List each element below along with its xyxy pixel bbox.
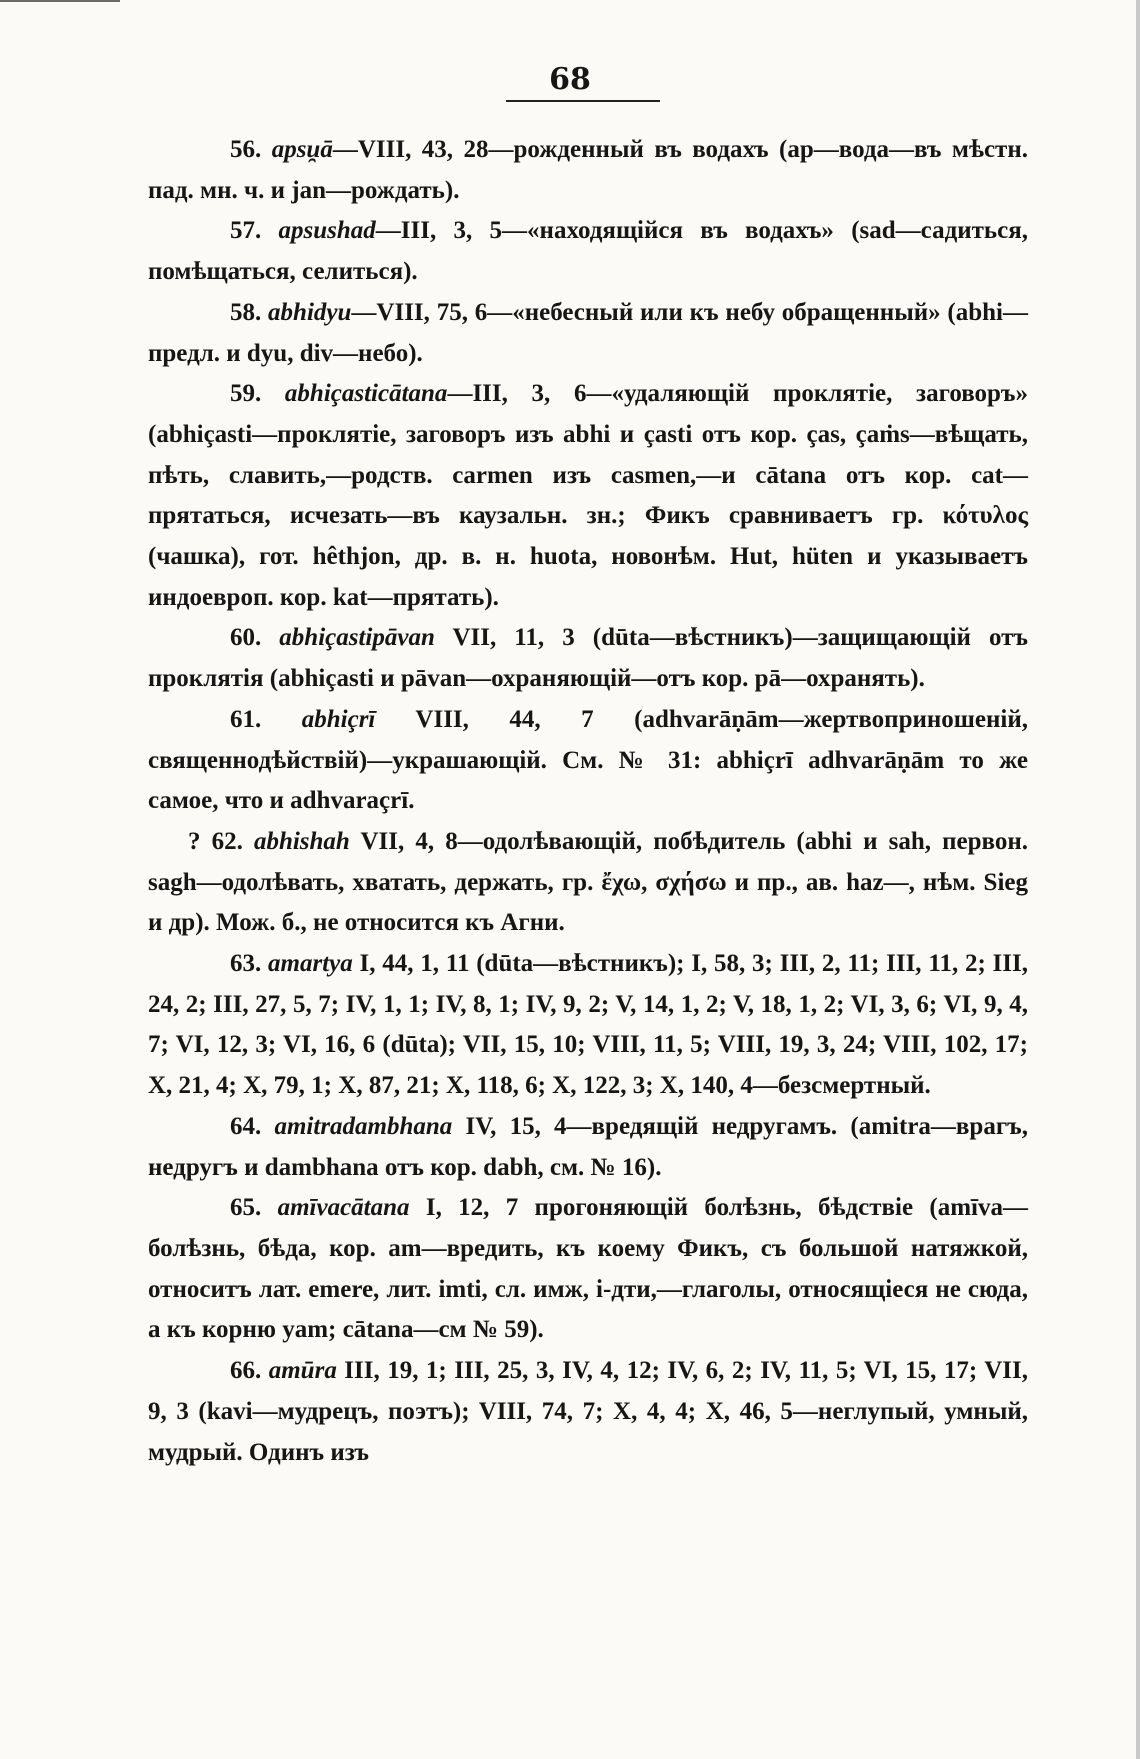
entry-57: [148, 211, 1028, 292]
entry-number: 64.: [230, 1112, 275, 1140]
entry-number: 63.: [230, 950, 269, 978]
entry-headword: amūra: [268, 1357, 337, 1385]
entry-63: [148, 944, 1028, 1107]
entry-headword: abhiçrī: [301, 705, 376, 733]
page-number-rule: [506, 100, 660, 102]
entry-number: 61.: [230, 705, 302, 733]
entry-headword: apsushad: [278, 217, 376, 245]
entry-58: [148, 293, 1028, 374]
entry-number: 58.: [230, 298, 269, 326]
entry-number: 59.: [230, 380, 285, 408]
entry-headword: amitradambhana: [274, 1112, 453, 1140]
entry-body: III, 19, 1; III, 25, 3, IV, 4, 12; IV, 6, 2; IV, 11, 5; VI, 15, 17; VII, 9, 3 (kavi—мудрецъ, поэтъ); VIII, 74, 7; X, 4, 4; X, 46, 5—неглупый, умный, мудрый. Одинъ изъ: [148, 1357, 1029, 1466]
entry-64: [148, 1107, 1028, 1188]
dictionary-text: [148, 130, 1028, 1473]
entry-number: 56.: [230, 136, 272, 163]
entry-headword: abhiçasticātana: [284, 380, 448, 408]
entry-62: [148, 822, 1028, 944]
entry-59: [148, 374, 1028, 618]
entry-number: ? 62.: [188, 827, 254, 855]
scan-edge-mark: [0, 0, 120, 2]
entry-headword: amartya: [268, 950, 353, 978]
page-number: 68: [549, 62, 591, 97]
entry-61: [148, 700, 1028, 822]
entry-body: IV, 15, 4—вредящій недругамъ. (amitra—врагъ, недругъ и dambhana отъ кор. dabh, см. № 16).: [148, 1112, 1029, 1181]
entry-60: [148, 618, 1028, 699]
entry-number: 57.: [230, 217, 279, 245]
entry-headword: abhishah: [253, 827, 350, 855]
entry-body: VIII, 44, 7 (adhvarāṇām—жертвоприношеній, священнодѣйствій)—украшающій. См. № 31: abhiçrī adhvarāṇām то же самое, что и adhvaraçrī.: [148, 705, 1028, 815]
entry-body: I, 44, 1, 11 (dūta—вѣстникъ); I, 58, 3; III, 2, 11; III, 11, 2; III, 24, 2; III, 27, 5, 7; IV, 1, 1; IV, 8, 1; IV, 9, 2; V, 14, 1, 2; V, 18, 1, 2; VI, 3, 6; VI, 9, 4, 7; VI, 12, 3; VI, 16, 6 (dūta); VII, 15, 10; VIII, 11, 5; VIII, 19, 3, 24; VIII, 102, 17; X, 21, 4; X, 79, 1; X, 87, 21; X, 118, 6; X, 122, 3; X, 140, 4—безсмертный.: [148, 950, 1028, 1100]
entry-number: 60.: [230, 624, 280, 652]
entry-body: —VIII, 43, 28—рожденный въ водахъ (ap—вода—въ мѣстн. пад. мн. ч. и jan—рождать).: [148, 136, 1028, 204]
entry-body: VII, 11, 3 (dūta—вѣстникъ)—защищающій отъ проклятія (abhiçasti и pāvan—охраняющій—отъ кор. pā—охранять).: [148, 624, 1028, 693]
entry-headword: apsu̯ā: [271, 136, 333, 163]
scan-edge-shadow: [1136, 0, 1140, 1759]
entry-number: 65.: [230, 1194, 278, 1222]
entry-body: —III, 3, 5—«находящійся въ водахъ» (sad—садиться, помѣщаться, селиться).: [148, 217, 1028, 286]
entry-66: [148, 1351, 1028, 1473]
entry-headword: abhiçastipāvan: [279, 624, 435, 652]
entry-65: [148, 1188, 1028, 1351]
entry-body: VII, 4, 8—одолѣвающій, побѣдитель (abhi и sah, первон. sagh—одолѣвать, хватать, держать, гр. ἔχω, σχήσω и пр., ав. haz—, нѣм. Sieg и др). Мож. б., не относится къ Агни.: [148, 827, 1028, 937]
entry-body: —III, 3, 6—«удаляющій проклятіе, заговоръ» (abhiçasti—проклятіе, заговоръ изъ abhi и çasti отъ кор. ças, çaṁs—вѣщать, пѣть, славить,—родств. carmen изъ casmen,—и cātana отъ кор. cat—прятаться, исчезать—въ каузальн. зн.; Фикъ сравниваетъ гр. κότυλος (чашка), гот. hêthjon, др. в. н. huota, новонѣм. Hut, hüten и указываетъ индоевроп. кор. kat—прятать).: [148, 380, 1029, 611]
entry-56: [148, 130, 1028, 211]
entry-body: —VIII, 75, 6—«небесный или къ небу обращенный» (abhi—предл. и dyu, div—небо).: [148, 298, 1028, 367]
entry-body: I, 12, 7 прогоняющій болѣзнь, бѣдствіе (amīva—болѣзнь, бѣда, кор. am—вредить, къ коему Фикъ, съ большой натяжкой, относитъ лат. emere, лит. imti, сл. имж, і-дти,—глаголы, относящіеся не сюда, а къ корню yam; cātana—см № 59).: [148, 1194, 1028, 1344]
entry-headword: abhidyu: [268, 298, 352, 326]
entry-headword: amīvacātana: [277, 1194, 410, 1222]
entry-number: 66.: [230, 1357, 269, 1385]
